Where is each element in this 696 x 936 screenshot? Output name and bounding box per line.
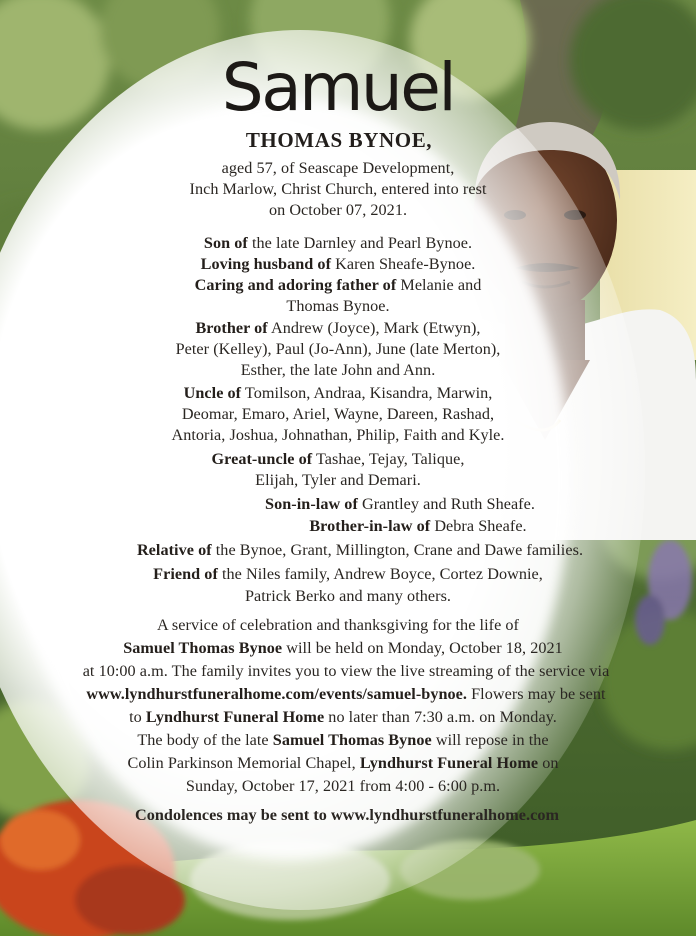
service-line-7-text: on — [538, 754, 559, 772]
son-of-label: Son of — [203, 234, 248, 252]
friend-line-2: Patrick Berko and many others. — [244, 587, 452, 605]
relative-line — [12, 540, 696, 560]
chapel-home-bold: Lyndhurst Funeral Home — [359, 754, 539, 772]
service-line-6-text: will repose in the — [431, 731, 549, 749]
funeral-home-bold: Lyndhurst Funeral Home — [145, 708, 325, 726]
son-in-law-label: Son-in-law of — [265, 495, 358, 513]
service-line-3: at 10:00 a.m. The family invites you to view the live streaming of the service via — [82, 662, 610, 680]
father-text: Melanie and — [396, 276, 482, 294]
uncle-label: Uncle of — [183, 384, 242, 402]
brother-in-law-line — [70, 516, 696, 536]
service-line-4 — [0, 684, 694, 704]
son-in-law-line — [52, 494, 696, 514]
relative-label: Relative of — [136, 541, 212, 559]
intro-line-1: aged 57, of Seascape Development, — [221, 159, 455, 177]
service-line-5-prefix: to — [129, 708, 146, 726]
intro-line-3: on October 07, 2021. — [268, 201, 408, 219]
father-line-2: Thomas Bynoe. — [286, 297, 390, 315]
brother-line — [0, 318, 686, 338]
uncle-text: Tomilson, Andraa, Kisandra, Marwin, — [241, 384, 493, 402]
service-line-2 — [0, 638, 691, 658]
deceased-full-name: THOMAS BYNOE, — [245, 128, 433, 152]
great-uncle-line-2: Elijah, Tyler and Demari. — [255, 471, 421, 489]
great-uncle-text: Tashae, Tejay, Talique, — [312, 450, 465, 468]
husband-line — [0, 254, 686, 274]
son-of-line — [0, 233, 686, 253]
brother-text: Andrew (Joyce), Mark (Etwyn), — [267, 319, 481, 337]
friend-text: the Niles family, Andrew Boyce, Cortez Downie, — [217, 565, 543, 583]
relative-text: the Bynoe, Grant, Millington, Crane and Dawe families. — [211, 541, 584, 559]
intro-line-2: Inch Marlow, Christ Church, entered into rest — [189, 180, 487, 198]
brother-line-3: Esther, the late John and Ann. — [240, 361, 436, 379]
son-in-law-text: Grantley and Ruth Sheafe. — [357, 495, 535, 513]
father-line — [0, 275, 686, 295]
brother-in-law-label: Brother-in-law of — [309, 517, 431, 535]
service-line-2-text: will be held on Monday, October 18, 2021 — [282, 639, 563, 657]
service-line-4-text: Flowers may be sent — [467, 685, 606, 703]
uncle-line-2: Deomar, Emaro, Ariel, Wayne, Dareen, Rashad, — [181, 405, 495, 423]
husband-text: Karen Sheafe-Bynoe. — [331, 255, 476, 273]
father-label: Caring and adoring father of — [194, 276, 397, 294]
brother-in-law-text: Debra Sheafe. — [430, 517, 527, 535]
friend-label: Friend of — [153, 565, 218, 583]
service-line-7 — [0, 753, 691, 773]
service-line-5-text: no later than 7:30 a.m. on Monday. — [324, 708, 557, 726]
service-line-7-prefix: Colin Parkinson Memorial Chapel, — [127, 754, 360, 772]
service-line-6-prefix: The body of the late — [137, 731, 273, 749]
son-of-text: the late Darnley and Pearl Bynoe. — [247, 234, 473, 252]
service-line-6 — [0, 730, 691, 750]
husband-label: Loving husband of — [200, 255, 332, 273]
great-uncle-label: Great-uncle of — [211, 450, 313, 468]
service-line-5 — [0, 707, 691, 727]
brother-label: Brother of — [195, 319, 268, 337]
uncle-line — [0, 383, 686, 403]
deceased-first-name: Samuel — [221, 49, 455, 126]
repose-name-bold: Samuel Thomas Bynoe — [272, 731, 432, 749]
uncle-line-3: Antoria, Joshua, Johnathan, Philip, Faith and Kyle. — [171, 426, 505, 444]
service-name-bold: Samuel Thomas Bynoe — [123, 639, 283, 657]
service-line-8: Sunday, October 17, 2021 from 4:00 - 6:00 p.m. — [185, 777, 501, 795]
service-url-bold: www.lyndhurstfuneralhome.com/events/samuel-bynoe. — [86, 685, 468, 703]
condolences-line: Condolences may be sent to www.lyndhurstfuneralhome.com — [134, 806, 560, 824]
great-uncle-line — [0, 449, 686, 469]
friend-line — [0, 564, 696, 584]
brother-line-2: Peter (Kelley), Paul (Jo-Ann), June (late Merton), — [175, 340, 501, 358]
service-line-1: A service of celebration and thanksgiving for the life of — [156, 616, 519, 634]
